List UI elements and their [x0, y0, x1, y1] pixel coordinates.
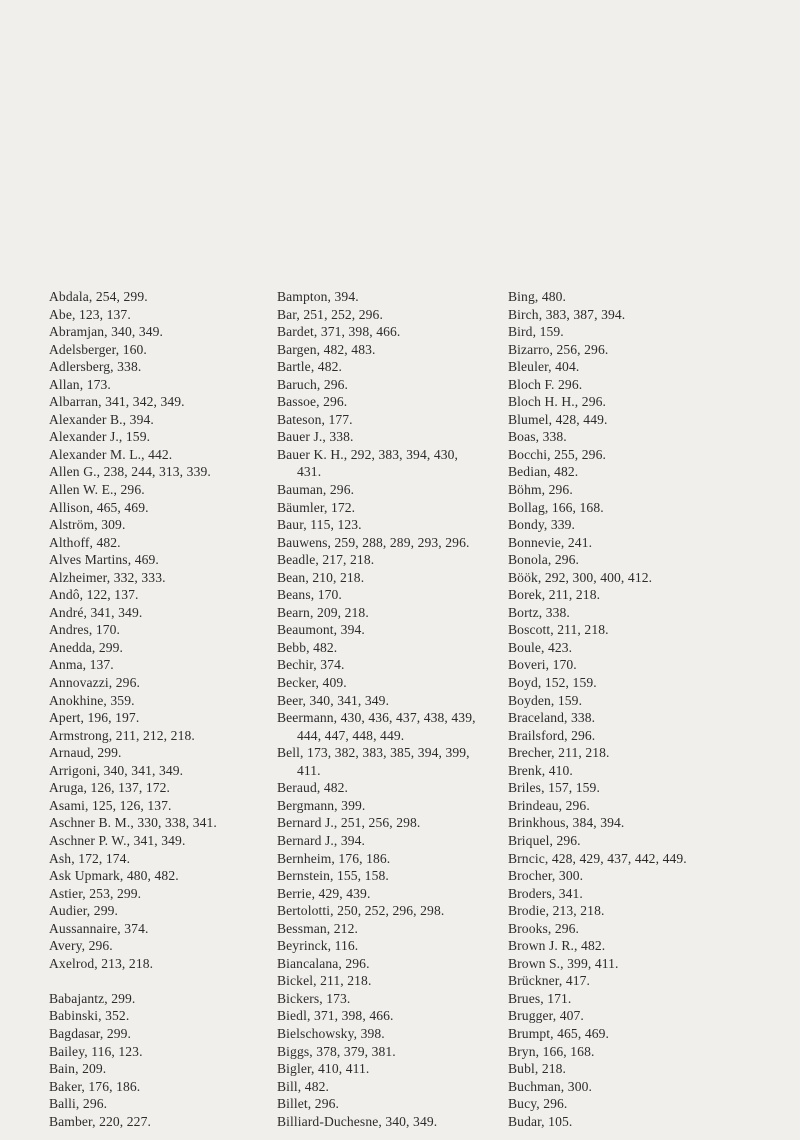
index-entry: Bean, 210, 218.: [277, 569, 365, 585]
index-entry: Buchman, 300.: [508, 1078, 592, 1094]
index-entry: Axelrod, 213, 218.: [49, 955, 154, 971]
index-entry: Bateson, 177.: [277, 411, 353, 427]
index-entry: Brocher, 300.: [508, 868, 584, 884]
index-entry: Anokhine, 359.: [49, 692, 135, 708]
index-entry: Bergmann, 399.: [277, 797, 366, 813]
index-entry: Andres, 170.: [49, 622, 121, 638]
index-entry: Bielschowsky, 398.: [277, 1025, 385, 1041]
index-entry: Bearn, 209, 218.: [277, 604, 369, 620]
index-entry: Allen G., 238, 244, 313, 339.: [49, 464, 211, 480]
index-entry: Abdala, 254, 299.: [49, 289, 148, 304]
index-entry: Böök, 292, 300, 400, 412.: [508, 569, 653, 585]
index-entry: Billiard-Duchesne, 340, 349.: [277, 1113, 438, 1129]
index-entry: Beyrinck, 116.: [277, 938, 359, 954]
index-entry: Bucy, 296.: [508, 1096, 568, 1112]
index-entry: Billet, 296.: [277, 1096, 339, 1112]
index-entry: Bailey, 116, 123.: [49, 1043, 143, 1059]
index-entry: Bäumler, 172.: [277, 499, 356, 515]
index-entry: Bortz, 338.: [508, 604, 570, 620]
index-entry: Brooks, 296.: [508, 920, 580, 936]
index-entry: Brown J. R., 482.: [508, 938, 606, 954]
index-entry: Bamber, 220, 227.: [49, 1113, 151, 1129]
index-entry: Bar, 251, 252, 296.: [277, 306, 383, 322]
index-entry: Beraud, 482.: [277, 780, 349, 796]
index-entry: Blumel, 428, 449.: [508, 411, 608, 427]
index-entry: Baruch, 296.: [277, 376, 349, 392]
index-entry: Bickel, 211, 218.: [277, 973, 372, 989]
index-entry: Bessman, 212.: [277, 920, 358, 936]
index-entry: Abramjan, 340, 349.: [49, 324, 164, 340]
index-entry: Baker, 176, 186.: [49, 1078, 141, 1094]
index-entry: Brenk, 410.: [508, 762, 573, 778]
index-entry: Bonnevie, 241.: [508, 534, 593, 550]
index-entry: Bill, 482.: [277, 1078, 329, 1094]
index-entry: Bell, 173, 382, 383, 385, 394, 399,: [277, 745, 470, 761]
index-entry: Avery, 296.: [49, 938, 113, 954]
index-entry: André, 341, 349.: [49, 604, 143, 620]
index-entry: Bing, 480.: [508, 289, 567, 304]
index-entry: Adelsberger, 160.: [49, 341, 147, 357]
index-entry: Beans, 170.: [277, 587, 342, 603]
index-entry: Bechir, 374.: [277, 657, 345, 673]
index-entry: Babinski, 352.: [49, 1008, 130, 1024]
index-entry: Arnaud, 299.: [49, 745, 122, 761]
index-entry: Broders, 341.: [508, 885, 583, 901]
index-entry: Bagdasar, 299.: [49, 1025, 132, 1041]
index-entry: Borek, 211, 218.: [508, 587, 601, 603]
index-entry: Bollag, 166, 168.: [508, 499, 604, 515]
index-entry: Budar, 105.: [508, 1113, 573, 1129]
index-entry: Bebb, 482.: [277, 639, 338, 655]
index-entry: Brown S., 399, 411.: [508, 955, 619, 971]
index-entry: Bassoe, 296.: [277, 394, 348, 410]
index-entry: Brindeau, 296.: [508, 797, 590, 813]
index-entry: Alves Martins, 469.: [49, 552, 159, 568]
index-entry: Adlersberg, 338.: [49, 359, 142, 375]
index-entry: Anedda, 299.: [49, 639, 124, 655]
index-entry: Bertolotti, 250, 252, 296, 298.: [277, 903, 445, 919]
index-entry: Bryn, 166, 168.: [508, 1043, 595, 1059]
index-entry: 431.: [297, 464, 322, 480]
index-entry: Becker, 409.: [277, 675, 347, 691]
index-entry: Bonola, 296.: [508, 552, 580, 568]
index-entry: Bird, 159.: [508, 324, 564, 340]
index-entry: Briquel, 296.: [508, 832, 581, 848]
index-entry: Bernard J., 251, 256, 298.: [277, 815, 421, 831]
index-entry: Andô, 122, 137.: [49, 587, 139, 603]
index-entry: Bigler, 410, 411.: [277, 1061, 370, 1077]
index-entry: Boule, 423.: [508, 639, 573, 655]
index-column-2: [277, 288, 503, 1130]
index-entry: Boscott, 211, 218.: [508, 622, 609, 638]
index-entry: Bernard J., 394.: [277, 832, 366, 848]
index-entry: Annovazzi, 296.: [49, 675, 140, 691]
index-entry: Bardet, 371, 398, 466.: [277, 324, 401, 340]
index-entry: Alexander B., 394.: [49, 411, 154, 427]
index-entry: Aussannaire, 374.: [49, 920, 149, 936]
index-entry: Brugger, 407.: [508, 1008, 584, 1024]
index-entry: Albarran, 341, 342, 349.: [49, 394, 185, 410]
index-entry: Boas, 338.: [508, 429, 567, 445]
index-entry: Brückner, 417.: [508, 973, 591, 989]
index-entry: Brues, 171.: [508, 990, 572, 1006]
index-entry: Biedl, 371, 398, 466.: [277, 1008, 394, 1024]
index-entry: Allan, 173.: [49, 376, 111, 392]
index-entry: Brncic, 428, 429, 437, 442, 449.: [508, 850, 687, 866]
index-entry: Brailsford, 296.: [508, 727, 596, 743]
index-entry: Biggs, 378, 379, 381.: [277, 1043, 396, 1059]
index-entry: Bloch F. 296.: [508, 376, 583, 392]
index-entry: Brodie, 213, 218.: [508, 903, 605, 919]
index-entry: Beaumont, 394.: [277, 622, 365, 638]
index-entry: Bauer K. H., 292, 383, 394, 430,: [277, 446, 459, 462]
index-entry: Alexander J., 159.: [49, 429, 151, 445]
index-entry: Bauman, 296.: [277, 482, 355, 498]
index-entry: Bampton, 394.: [277, 289, 359, 304]
index-section-gap: [49, 972, 264, 990]
index-entry: Bauwens, 259, 288, 289, 293, 296.: [277, 534, 470, 550]
index-entry: Brinkhous, 384, 394.: [508, 815, 625, 831]
index-entry: Beadle, 217, 218.: [277, 552, 375, 568]
index-entry: Abe, 123, 137.: [49, 306, 131, 322]
index-entry: Beer, 340, 341, 349.: [277, 692, 390, 708]
index-entry: Arrigoni, 340, 341, 349.: [49, 762, 184, 778]
index-entry: Althoff, 482.: [49, 534, 121, 550]
index-entry: Brumpt, 465, 469.: [508, 1025, 610, 1041]
index-entry: Bondy, 339.: [508, 517, 576, 533]
index-entry: Berrie, 429, 439.: [277, 885, 371, 901]
index-entry: Bargen, 482, 483.: [277, 341, 376, 357]
index-entry: Apert, 196, 197.: [49, 710, 140, 726]
index-column-1: [49, 288, 264, 1130]
index-entry: Aschner B. M., 330, 338, 341.: [49, 815, 217, 831]
index-entry: Bartle, 482.: [277, 359, 343, 375]
index-entry: Ash, 172, 174.: [49, 850, 131, 866]
index-entry: 411.: [297, 762, 321, 778]
index-column-3: [508, 288, 748, 1130]
index-entry: Boyden, 159.: [508, 692, 583, 708]
index-entry: Aschner P. W., 341, 349.: [49, 832, 186, 848]
index-entry: Bauer J., 338.: [277, 429, 354, 445]
index-entry: Beermann, 430, 436, 437, 438, 439,: [277, 710, 476, 726]
index-entry: Bickers, 173.: [277, 990, 351, 1006]
index-entry: Bleuler, 404.: [508, 359, 580, 375]
index-entry: Astier, 253, 299.: [49, 885, 142, 901]
index-entry: Birch, 383, 387, 394.: [508, 306, 626, 322]
index-entry: Anma, 137.: [49, 657, 114, 673]
index-entry: Bizarro, 256, 296.: [508, 341, 609, 357]
index-entry: Alexander M. L., 442.: [49, 446, 173, 462]
index-entry: Bernstein, 155, 158.: [277, 868, 389, 884]
index-entry: Alzheimer, 332, 333.: [49, 569, 166, 585]
index-entry: Boyd, 152, 159.: [508, 675, 597, 691]
index-entry: Bernheim, 176, 186.: [277, 850, 391, 866]
index-entry: Bocchi, 255, 296.: [508, 446, 606, 462]
index-entry: Audier, 299.: [49, 903, 118, 919]
index-entry: Böhm, 296.: [508, 482, 573, 498]
index-entry: Alström, 309.: [49, 517, 126, 533]
index-entry: Ask Upmark, 480, 482.: [49, 868, 179, 884]
index-entry: Boveri, 170.: [508, 657, 577, 673]
index-entry: Bain, 209.: [49, 1061, 107, 1077]
index-entry: Armstrong, 211, 212, 218.: [49, 727, 195, 743]
index-entry: Braceland, 338.: [508, 710, 596, 726]
index-entry: Allen W. E., 296.: [49, 482, 145, 498]
index-entry: Allison, 465, 469.: [49, 499, 149, 515]
index-entry: Baur, 115, 123.: [277, 517, 362, 533]
index-entry: Asami, 125, 126, 137.: [49, 797, 172, 813]
index-entry: Bedian, 482.: [508, 464, 579, 480]
index-entry: Brecher, 211, 218.: [508, 745, 610, 761]
index-entry: Briles, 157, 159.: [508, 780, 600, 796]
index-entry: Aruga, 126, 137, 172.: [49, 780, 171, 796]
index-entry: Bubl, 218.: [508, 1061, 567, 1077]
index-entry: Biancalana, 296.: [277, 955, 370, 971]
index-entry: Babajantz, 299.: [49, 990, 136, 1006]
index-entry: 444, 447, 448, 449.: [297, 727, 405, 743]
index-entry: Balli, 296.: [49, 1096, 108, 1112]
index-entry: Bloch H. H., 296.: [508, 394, 606, 410]
